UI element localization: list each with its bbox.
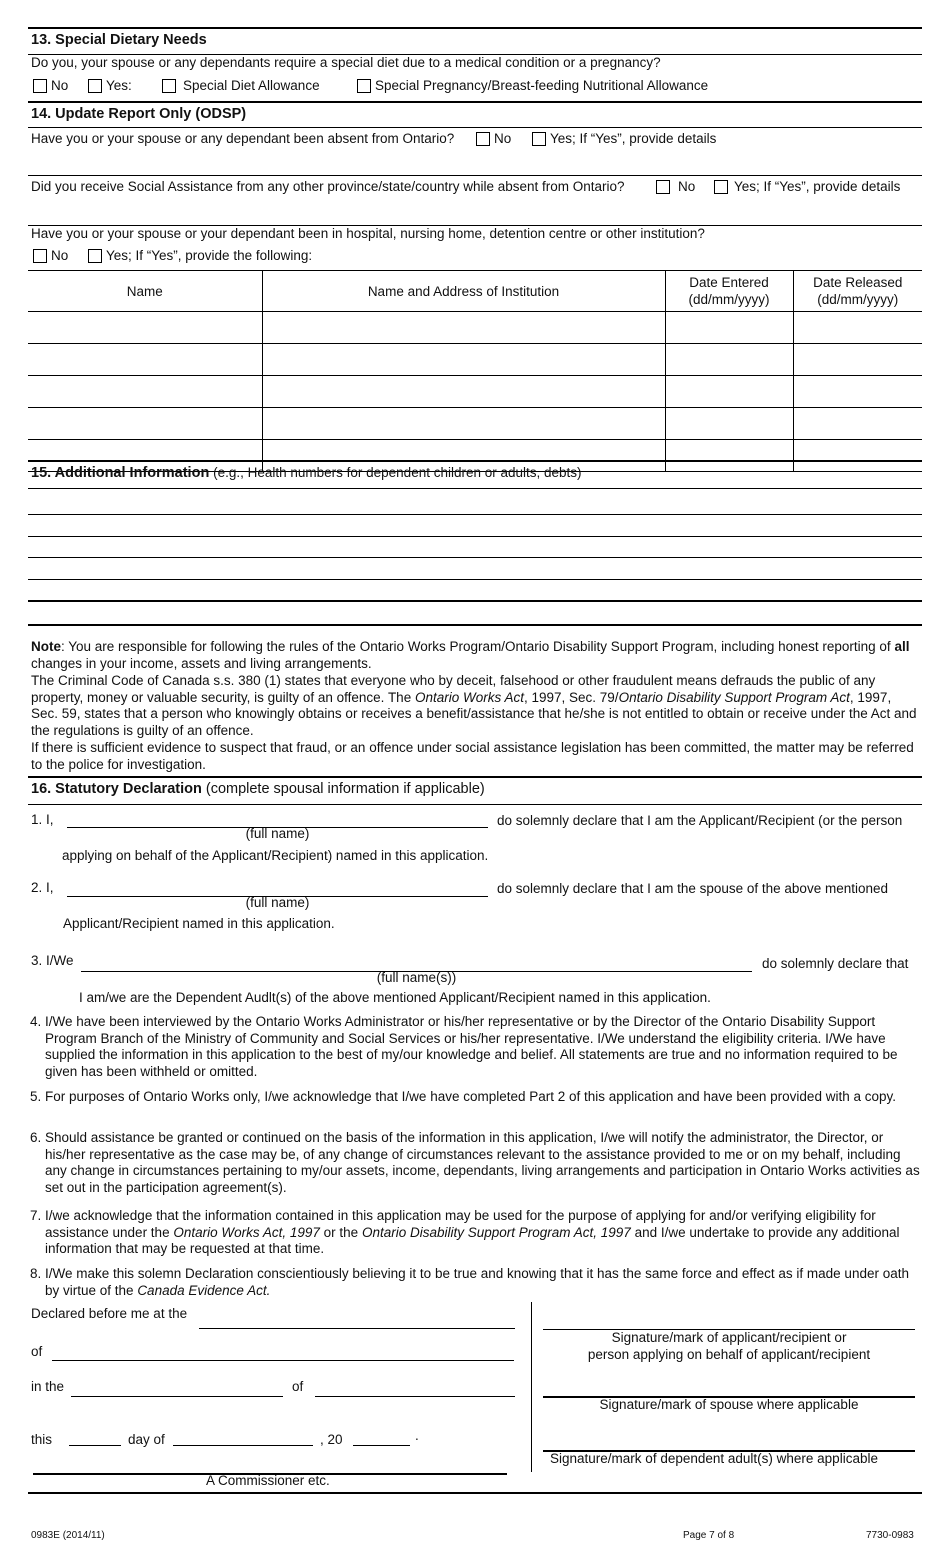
institution-cell[interactable]: [262, 344, 665, 376]
date-released-cell[interactable]: [793, 408, 922, 440]
s14-q3-no-checkbox[interactable]: No: [33, 248, 68, 263]
s14-q2-yes-checkbox[interactable]: Yes; If “Yes”, provide details: [714, 179, 900, 194]
pregnancy-allowance-checkbox[interactable]: Special Pregnancy/Breast-feeding Nutritional Allowance: [357, 78, 708, 93]
declaration-1-label: 1. I,: [31, 812, 54, 827]
of-label: of: [31, 1344, 43, 1359]
declared-before-label: Declared before me at the: [31, 1306, 188, 1321]
section-border: [28, 460, 922, 462]
form-code: 7730-0983: [866, 1530, 914, 1541]
table-row: [28, 408, 922, 440]
declaration-item-7: 7. I/we acknowledge that the information contained in this application may be used for the purpose of applying for and/or verifying eligibility for assistance under the Ontario Works Act, 1997 or the Ontario Disability Support Program Act, 1997 and I/we undertake to provide any additional information that may be requested at that time.: [30, 1208, 900, 1257]
declaration-2-caption: (full name): [245, 895, 310, 910]
special-diet-allowance-checkbox[interactable]: Special Diet Allowance: [162, 78, 320, 93]
date-entered-cell[interactable]: [665, 312, 793, 344]
commissioner-caption: A Commissioner etc.: [206, 1473, 330, 1488]
declaration-1-text: do solemnly declare that I am the Applicant/Recipient (or the person: [497, 813, 903, 828]
s14-q2: Did you receive Social Assistance from any other province/state/country while absent from Ontario?: [31, 179, 625, 194]
s14-q1-no-checkbox[interactable]: No: [476, 131, 511, 146]
of-label-2: of: [292, 1379, 304, 1394]
form-id: 0983E (2014/11): [31, 1530, 105, 1541]
section-16-hint: (complete spousal information if applicable): [205, 781, 485, 797]
checkbox-icon: [532, 132, 546, 146]
in-the-field[interactable]: [71, 1396, 283, 1397]
signature-divider: [531, 1302, 532, 1472]
section-15-hint: (e.g., Health numbers for dependent children or adults, debts): [213, 465, 582, 480]
s14-q3-yes-checkbox[interactable]: Yes; If “Yes”, provide the following:: [88, 248, 312, 263]
date-released-cell[interactable]: [793, 440, 922, 472]
bottom-border: [28, 1492, 922, 1494]
day-field[interactable]: [69, 1445, 121, 1446]
divider: [28, 804, 922, 805]
note-paragraph: Note: You are responsible for following the rules of the Ontario Works Program/Ontario Disability Support Program, including honest reporting of all changes in your income, assets and living arrangements.: [31, 639, 910, 671]
name-cell[interactable]: [28, 376, 262, 408]
checkbox-icon: [88, 249, 102, 263]
period-mark: .: [415, 1428, 419, 1443]
name-cell[interactable]: [28, 408, 262, 440]
section-16-title: 16. Statutory Declaration: [31, 781, 202, 797]
additional-info-line[interactable]: [28, 579, 922, 580]
declaration-item-5: 5. For purposes of Ontario Works only, I/we acknowledge that I/we have completed Part 2 of this application and have been provided with a copy.: [30, 1089, 896, 1104]
checkbox-icon: [33, 249, 47, 263]
declaration-3-text: do solemnly declare that: [762, 956, 909, 971]
institution-cell[interactable]: [262, 408, 665, 440]
declaration-item-6: 6. Should assistance be granted or continued on the basis of the information in this application, I/we will notify the administrator, the Director, or his/her representative as the case may be, of any change of circumstances relevant to the assistance provided to me or on my behalf, including any change in circumstances pertaining to my/our assets, income, dependants, living arrangements and participation in Ontario Works activities as set out in the participation agreement(s).: [30, 1130, 920, 1195]
col-header-institution: Name and Address of Institution: [262, 271, 665, 312]
section-16-heading: [31, 781, 485, 797]
col-header-name: Name: [28, 271, 262, 312]
applicant-signature-caption: Signature/mark of applicant/recipient or person applying on behalf of applicant/recipient: [587, 1330, 871, 1362]
of-field-2[interactable]: [315, 1396, 515, 1397]
s13-question: Do you, your spouse or any dependants require a special diet due to a medical condition or a pregnancy?: [31, 55, 661, 70]
checkbox-icon: [88, 79, 102, 93]
declaration-3-caption: (full name(s)): [376, 970, 457, 985]
declared-location-field[interactable]: [199, 1328, 515, 1329]
additional-info-line[interactable]: [28, 536, 922, 537]
page-number: Page 7 of 8: [683, 1530, 735, 1541]
col-header-date-entered: Date Entered (dd/mm/yyyy): [665, 271, 793, 312]
declaration-1-continued: applying on behalf of the Applicant/Recipient) named in this application.: [62, 848, 489, 863]
date-released-cell[interactable]: [793, 344, 922, 376]
additional-info-line[interactable]: [28, 557, 922, 558]
date-released-cell[interactable]: [793, 376, 922, 408]
additional-info-line[interactable]: [28, 488, 922, 489]
dependent-signature-caption: Signature/mark of dependent adult(s) where applicable: [550, 1451, 878, 1466]
institution-cell[interactable]: [262, 312, 665, 344]
date-entered-cell[interactable]: [665, 344, 793, 376]
institution-cell[interactable]: [262, 376, 665, 408]
section-14-title: 14. Update Report Only (ODSP): [31, 106, 247, 122]
col-header-date-released: Date Released (dd/mm/yyyy): [793, 271, 922, 312]
declaration-2-continued: Applicant/Recipient named in this application.: [63, 916, 335, 931]
additional-info-line[interactable]: [28, 600, 922, 602]
section-15-title: 15. Additional Information: [31, 465, 210, 481]
of-field[interactable]: [52, 1360, 514, 1361]
name-cell[interactable]: [28, 312, 262, 344]
spouse-signature-caption: Signature/mark of spouse where applicable: [599, 1397, 859, 1412]
table-row: [28, 376, 922, 408]
section-border: [28, 624, 922, 626]
in-the-label: in the: [31, 1379, 65, 1394]
declaration-2-text: do solemnly declare that I am the spouse of the above mentioned: [497, 881, 888, 896]
table-row: [28, 344, 922, 376]
table-header-row: [28, 271, 922, 312]
checkbox-icon: [476, 132, 490, 146]
section-border: [28, 776, 922, 778]
s14-q2-no-checkbox[interactable]: No: [656, 179, 695, 194]
year-field[interactable]: [353, 1445, 410, 1446]
month-field[interactable]: [173, 1445, 313, 1446]
section-15-heading: [31, 465, 582, 481]
institution-table: [28, 270, 922, 472]
s13-no-checkbox[interactable]: No: [33, 78, 68, 93]
date-released-cell[interactable]: [793, 312, 922, 344]
checkbox-icon: [33, 79, 47, 93]
s13-yes-checkbox[interactable]: Yes:: [88, 78, 132, 93]
declaration-item-4: 4. I/We have been interviewed by the Ontario Works Administrator or his/her representative or by the Director of the Ontario Disability Support Program Branch of the Ministry of Community and Social Services or his/her representative. I/We understand the eligibility criteria. I/We have supplied the information in this application to the best of my/our knowledge and belief. All statements are true and no information required to be given has been withheld or omitted.: [30, 1014, 898, 1079]
additional-info-line[interactable]: [28, 514, 922, 515]
top-border: [28, 27, 922, 29]
declaration-1-caption: (full name): [245, 826, 310, 841]
declaration-item-8: 8. I/We make this solemn Declaration conscientiously believing it to be true and knowing that it has the same force and effect as if made under oath by virtue of the Canada Evidence Act.: [30, 1266, 909, 1298]
s14-q3: Have you or your spouse or your dependant been in hospital, nursing home, detention centre or other institution?: [31, 226, 705, 241]
section-13-title: 13. Special Dietary Needs: [31, 32, 207, 48]
date-entered-cell[interactable]: [665, 440, 793, 472]
name-cell[interactable]: [28, 344, 262, 376]
declaration-2-label: 2. I,: [31, 880, 54, 895]
date-entered-cell[interactable]: [665, 408, 793, 440]
table-row: [28, 312, 922, 344]
year-prefix-label: , 20: [320, 1432, 343, 1447]
date-entered-cell[interactable]: [665, 376, 793, 408]
checkbox-icon: [714, 180, 728, 194]
declaration-3-label: 3. I/We: [31, 953, 74, 968]
section-border: [28, 101, 922, 103]
divider: [28, 127, 922, 128]
fraud-paragraph: If there is sufficient evidence to suspect that fraud, or an offence under social assistance legislation has been committed, the matter may be referred to the police for investigation.: [31, 740, 914, 772]
checkbox-icon: [656, 180, 670, 194]
criminal-code-paragraph: The Criminal Code of Canada s.s. 380 (1) states that everyone who by deceit, falsehood or other fraudulent means defrauds the public of any property, money or valuable security, is guilty of an offence. The Ontario Works Act, 1997, Sec. 79/Ontario Disability Support Program Act, 1997, Sec. 59, states that a person who knowingly obtains or receives a benefit/assistance that he/she is not entitled to obtain or receive under the Act and the regulations is guilty of an offence.: [31, 673, 917, 739]
this-label: this: [31, 1432, 53, 1447]
s14-q1: Have you or your spouse or any dependant been absent from Ontario?: [31, 131, 455, 146]
day-of-label: day of: [128, 1432, 165, 1447]
declaration-3-continued: I am/we are the Dependent Audlt(s) of the above mentioned Applicant/Recipient named in this application.: [79, 990, 711, 1005]
checkbox-icon: [357, 79, 371, 93]
s14-q1-yes-checkbox[interactable]: Yes; If “Yes”, provide details: [532, 131, 716, 146]
divider: [28, 175, 922, 176]
checkbox-icon: [162, 79, 176, 93]
